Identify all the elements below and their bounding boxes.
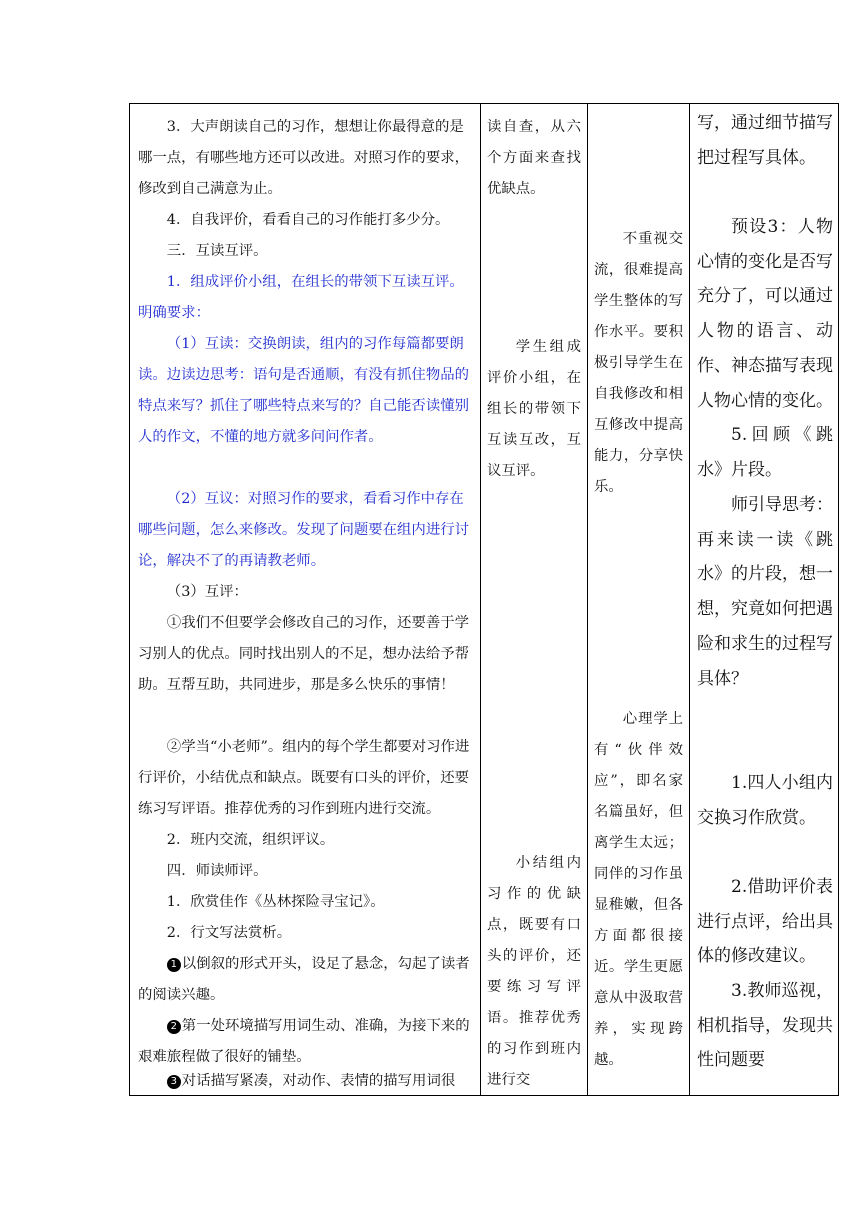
peer-evaluate-point-1: ①我们不但要学会修改自己的习作，还要善于学习别人的优点。同时找出别人的不足，想办法给予帮助。互帮互助，共同进步，那是多么快乐的事情！ [138,615,470,693]
design-intent-column [588,104,689,1095]
step-read-aloud: 3．大声朗读自己的习作，想想让你最得意的是哪一点，有哪些地方还可以改进。对照习作的要求，修改到自己满意为止。 [138,119,469,197]
peer-discuss-requirement: （2）互议：对照习作的要求，看看习作中存在哪些问题，怎么来修改。发现了问题要在组内进行讨论，解决不了的再请教老师。 [138,491,469,569]
writing-analysis: 2．行文写法赏析。 [166,925,292,941]
student-activity-column [481,104,587,1095]
peer-read-requirement: （1）互读：交换朗读，组内的习作每篇都要朗读。边读边思考：语句是否通顺，有没有抓住物品的特点来写？抓住了哪些特点来写的？自己能否读懂别人的作文，不懂的地方就多问问作者。 [138,336,469,445]
guidance-evaluation-form: 2.借助评价表进行点评，给出具体的修改建议。 [697,877,833,967]
class-exchange: 2．班内交流，组织评议。 [166,832,335,848]
design-intent-peer-effect: 心理学上有“伙伴效应”，即名家名篇虽好，但离学生太远；同伴的习作虽显稚嫩，但各方面都很接近。学生更愿意从中汲取营养，实现跨越。 [594,711,683,1068]
student-peer-review: 学生组成评价小组，在组长的带领下互读互改，互议互评。 [487,339,581,479]
circled-number-icon: 1 [167,958,181,972]
design-intent-exchange: 不重视交流，很难提高学生整体的写作水平。要积极引导学生在自我修改和相互修改中提高能力，分享快乐。 [594,231,683,495]
peer-review-groups: 1．组成评价小组，在组长的带领下互读互评。明确要求： [138,274,464,321]
student-self-check: 读自查，从六个方面来查找优缺点。 [487,119,581,197]
analysis-point-1 [138,949,472,1011]
guidance-teacher-prompt: 师引导思考：再来读一读《跳水》的片段，想一想，究竟如何把遇险和求生的过程写具体？ [697,495,833,689]
guidance-review-passage: 5.回顾《跳水》片段。 [697,425,833,480]
guidance-preset-3: 预设3：人物心情的变化是否写充分了，可以通过人物的语言、动作、神态描写表现人物心情的变化。 [697,217,833,411]
analysis-point-2 [138,1011,472,1073]
step-self-evaluate: 4．自我评价，看看自己的习作能打多少分。 [166,212,450,228]
peer-evaluate-point-2: ②学当“小老师”。组内的每个学生都要对习作进行评价，小结优点和缺点。既要有口头的评价，还要练习写评语。推荐优秀的习作到班内进行交流。 [138,739,470,817]
analysis-point-2-text: 第一处环境描写用词生动、准确，为接下来的艰难旅程做了很好的铺垫。 [138,1018,470,1065]
section-peer-review-heading: 三．互读互评。 [166,243,268,259]
analysis-point-3 [138,1066,472,1095]
appreciate-model-essay: 1．欣赏佳作《丛林探险寻宝记》。 [166,894,385,910]
guidance-teacher-tour: 3.教师巡视，相机指导，发现共性问题要 [697,981,833,1071]
guidance-column [690,104,838,1095]
guidance-group-exchange: 1.四人小组内交换习作欣赏。 [697,773,833,828]
guidance-detail-writing: 写，通过细节描写把过程写具体。 [697,113,833,168]
lesson-plan-table [129,103,839,1096]
analysis-point-3-text: 对话描写紧凑，对动作、表情的描写用词很 [181,1073,456,1089]
peer-evaluate-heading: （3）互评： [166,584,248,600]
analysis-point-1-text: 以倒叙的形式开头，设足了悬念，勾起了读者的阅读兴趣。 [138,956,470,1003]
circled-number-icon: 2 [167,1020,181,1034]
section-teacher-review-heading: 四．师读师评。 [166,863,268,879]
circled-number-icon: 3 [167,1075,181,1089]
teaching-process-column [130,104,480,1095]
student-summary: 小结组内习作的优缺点，既要有口头的评价，还要练习写评语。推荐优秀的习作到班内进行交 [487,855,581,1088]
